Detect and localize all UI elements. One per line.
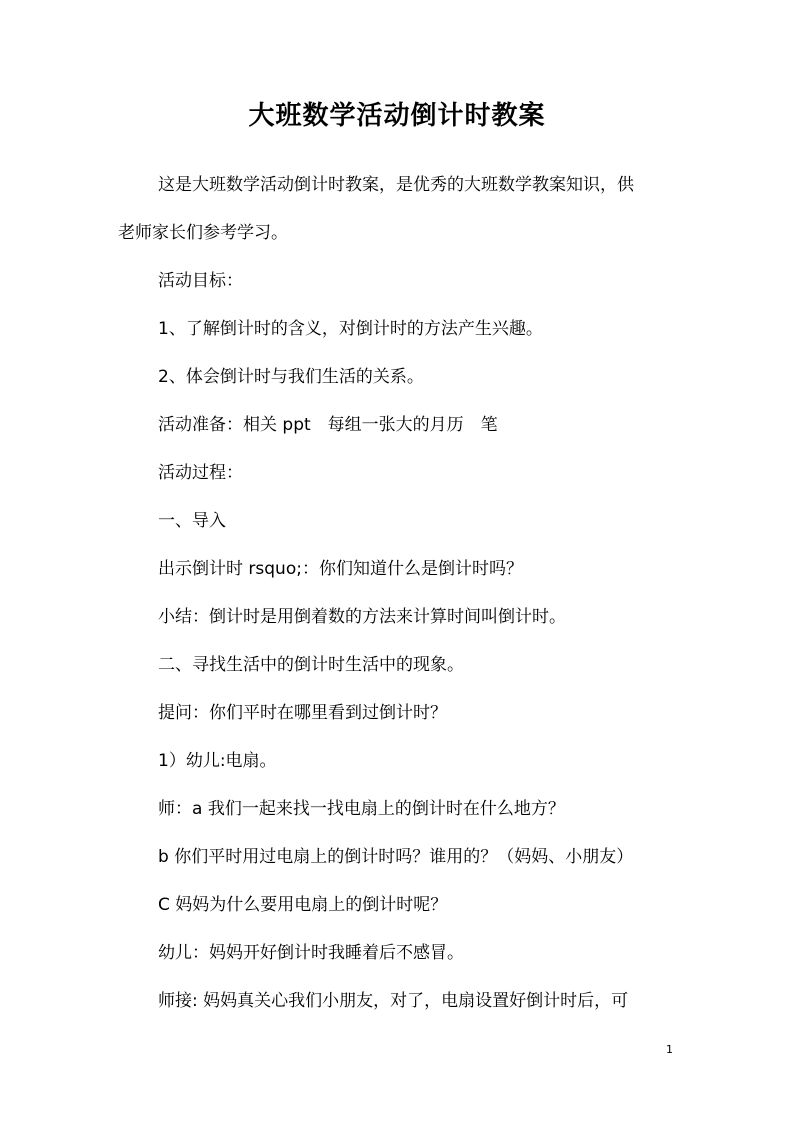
document-title: 大班数学活动倒计时教案 [248, 101, 546, 131]
teacher-a-line: 师：a 我们一起来找一找电扇上的倒计时在什么地方？ [158, 799, 565, 819]
teacher-b-line: b 你们平时用过电扇上的倒计时吗？谁用的？（妈妈、小朋友） [158, 847, 634, 867]
section-2-heading: 二、寻找生活中的倒计时生活中的现象。 [158, 655, 464, 675]
teacher-followup-line: 师接: 妈妈真关心我们小朋友，对了，电扇设置好倒计时后，可 [158, 991, 629, 1011]
section-1-heading: 一、导入 [158, 511, 226, 531]
page-number: 1 [666, 1043, 673, 1056]
child-fan-line: 1）幼儿:电扇。 [158, 751, 277, 771]
goals-heading: 活动目标： [158, 271, 243, 291]
teacher-c-line: C 妈妈为什么要用电扇上的倒计时呢？ [158, 895, 448, 915]
goal-item-2: 2、体会倒计时与我们生活的关系。 [158, 367, 424, 387]
show-countdown-line: 出示倒计时 rsquo;：你们知道什么是倒计时吗？ [158, 559, 523, 579]
goal-item-1: 1、了解倒计时的含义，对倒计时的方法产生兴趣。 [158, 319, 543, 339]
child-answer-line: 幼儿：妈妈开好倒计时我睡着后不感冒。 [158, 943, 464, 963]
preparation-line: 活动准备：相关 ppt 每组一张大的月历 笔 [158, 415, 498, 435]
process-heading: 活动过程： [158, 463, 243, 483]
intro-line-1: 这是大班数学活动倒计时教案，是优秀的大班数学教案知识，供 [158, 175, 634, 195]
question-line: 提问：你们平时在哪里看到过倒计时？ [158, 703, 447, 723]
intro-line-2: 老师家长们参考学习。 [118, 223, 288, 243]
summary-line: 小结：倒计时是用倒着数的方法来计算时间叫倒计时。 [158, 607, 566, 627]
